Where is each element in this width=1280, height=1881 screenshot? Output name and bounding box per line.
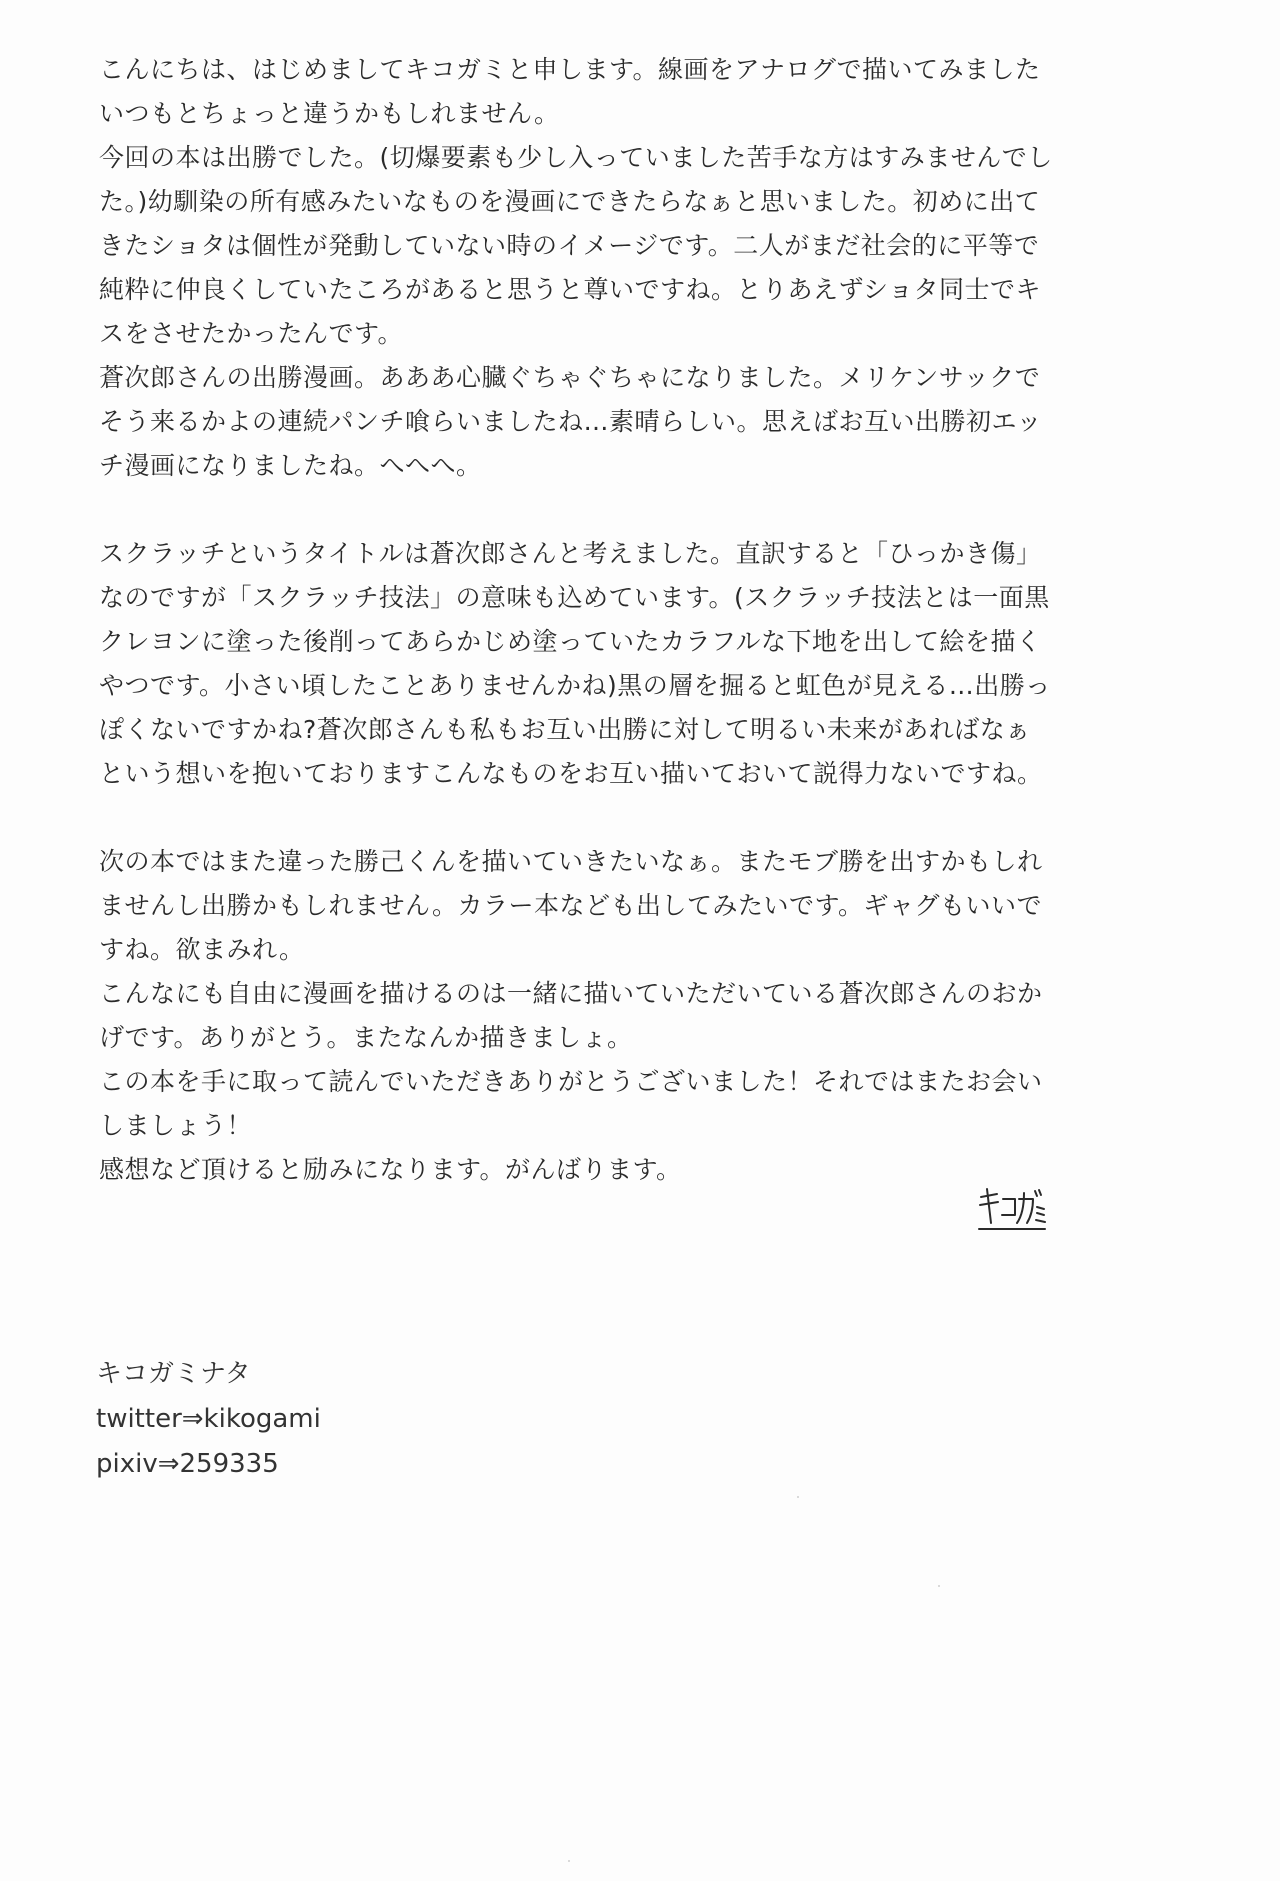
pixiv-id: pixiv⇒259335 bbox=[96, 1449, 279, 1479]
text-line: いつもとちょっと違うかもしれません。 bbox=[99, 99, 560, 128]
text-line: 今回の本は出勝でした。(切爆要素も少し入っていました苦手な方はすみませんでし bbox=[99, 143, 1053, 172]
text-line: こんなにも自由に漫画を描けるのは一緒に描いていただいている蒼次郎さんのおか bbox=[99, 979, 1043, 1008]
paragraph-3 bbox=[99, 840, 1059, 1192]
text-line: やつです。小さい頃したことありませんかね)黒の層を掘ると虹色が見える…出勝っ bbox=[99, 671, 1051, 700]
paper-speck bbox=[938, 1585, 940, 1587]
twitter-handle: twitter⇒kikogami bbox=[96, 1404, 321, 1434]
text-line: すね。欲まみれ。 bbox=[99, 935, 305, 964]
text-line: 次の本ではまた違った勝己くんを描いていきたいなぁ。またモブ勝を出すかもしれ bbox=[99, 847, 1043, 876]
author-contact bbox=[96, 1352, 321, 1487]
text-line: この本を手に取って読んでいただきありがとうございました！それではまたお会い bbox=[99, 1067, 1043, 1096]
afterword-text bbox=[99, 48, 1059, 1192]
text-line: 蒼次郎さんの出勝漫画。あああ心臓ぐちゃぐちゃになりました。メリケンサックで bbox=[99, 363, 1041, 392]
text-line: ぽくないですかね?蒼次郎さんも私もお互い出勝に対して明るい未来があればなぁ bbox=[99, 715, 1031, 744]
paragraph-2 bbox=[99, 532, 1059, 796]
paragraph-1 bbox=[99, 48, 1059, 488]
text-line: スをさせたかったんです。 bbox=[99, 319, 404, 348]
text-line: げです。ありがとう。またなんか描きましょ。 bbox=[99, 1023, 633, 1052]
text-line: こんにちは、はじめましてキコガミと申します。線画をアナログで描いてみました bbox=[99, 55, 1041, 84]
text-line: 純粋に仲良くしていたころがあると思うと尊いですね。とりあえずショタ同士でキ bbox=[99, 275, 1042, 304]
paragraph-gap bbox=[99, 796, 1059, 840]
text-line: そう来るかよの連続パンチ喰らいましたね…素晴らしい。思えばお互い出勝初エッ bbox=[99, 407, 1043, 436]
paper-speck bbox=[797, 1496, 799, 1498]
text-line: しましょう！ bbox=[99, 1111, 253, 1140]
text-line: スクラッチというタイトルは蒼次郎さんと考えました。直訳すると「ひっかき傷」 bbox=[99, 539, 1042, 568]
text-line: 感想など頂けると励みになります。がんばります。 bbox=[99, 1155, 682, 1184]
text-line: た。)幼馴染の所有感みたいなものを漫画にできたらなぁと思いました。初めに出て bbox=[99, 187, 1041, 216]
text-line: ませんし出勝かもしれません。カラー本なども出してみたいです。ギャグもいいで bbox=[99, 891, 1043, 920]
handwritten-signature bbox=[977, 1183, 1047, 1233]
text-line: きたショタは個性が発動していない時のイメージです。二人がまだ社会的に平等で bbox=[99, 231, 1040, 260]
text-line: なのですが「スクラッチ技法」の意味も込めています。(スクラッチ技法とは一面黒 bbox=[99, 583, 1050, 612]
paper-speck bbox=[568, 1860, 570, 1862]
text-line: クレヨンに塗った後削ってあらかじめ塗っていたカラフルな下地を出して絵を描く bbox=[99, 627, 1042, 656]
text-line: チ漫画になりましたね。へへへ。 bbox=[99, 451, 482, 480]
paragraph-gap bbox=[99, 488, 1059, 532]
text-line: という想いを抱いておりますこんなものをお互い描いておいて説得力ないですね。 bbox=[99, 759, 1043, 788]
author-name: キコガミナタ bbox=[96, 1359, 251, 1389]
signature-icon bbox=[977, 1183, 1047, 1233]
